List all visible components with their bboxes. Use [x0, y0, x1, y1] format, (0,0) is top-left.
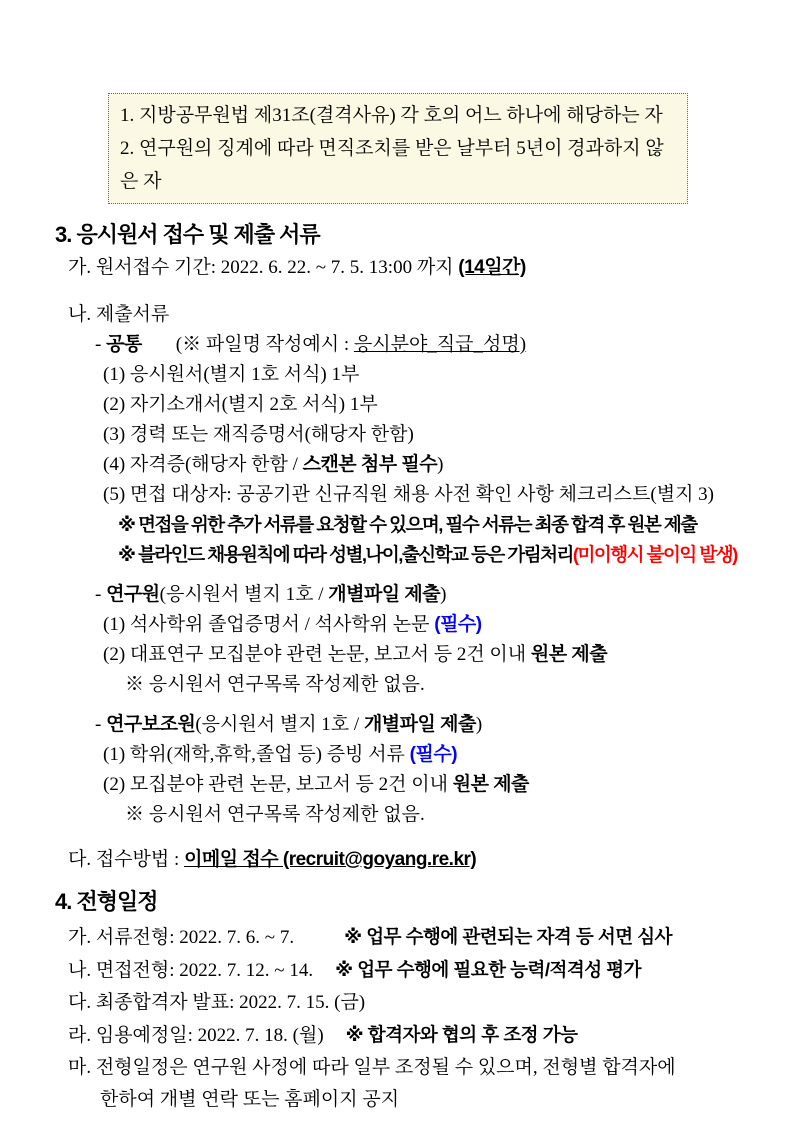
application-period-duration: (14일간) — [458, 257, 526, 278]
researcher-paren-suffix: ) — [440, 584, 447, 605]
common-item-5: (5) 면접 대상자: 공공기관 신규직원 채용 사전 확인 사항 체크리스트(별지 3) — [103, 484, 715, 505]
section3-heading: 3. 응시원서 접수 및 제출 서류 — [55, 222, 320, 247]
submission-method-label: 다. 접수방법 : — [68, 849, 185, 870]
common-item-4 — [103, 450, 793, 480]
line-submission-docs: 나. 제출서류 — [68, 304, 170, 325]
common-item-4-suffix: ) — [437, 454, 444, 475]
common-note-extra-docs: ※ 면접을 위한 추가 서류를 요청할 수 있으며, 필수 서류는 최종 합격 후 원본 제출 — [118, 514, 697, 535]
researcher-paren-prefix: (응시원서 별지 1호 / — [159, 584, 329, 605]
schedule-row-change-notice — [68, 1052, 793, 1084]
common-item-1: (1) 응시원서(별지 1호 서식) 1부 — [103, 364, 360, 385]
line-application-period — [68, 253, 793, 283]
schedule-label: 마. 전형일정은 연구원 사정에 따라 일부 조정될 수 있으며, 전형별 합격자에 — [68, 1057, 676, 1078]
common-note-blind-hiring — [118, 540, 793, 570]
group-researcher-title: 연구원 — [106, 584, 160, 605]
common-item-4-prefix: (4) 자격증(해당자 한함 / — [103, 454, 303, 475]
assistant-paren-prefix: (응시원서 별지 1호 / — [195, 714, 364, 735]
filename-example: 응시분야_직급_성명) — [353, 334, 527, 355]
researcher-item-2 — [103, 640, 793, 670]
assistant-note: ※ 응시원서 연구목록 작성제한 없음. — [125, 804, 425, 825]
notice-item-2: 2. 연구원의 징계에 따라 면직조치를 받은 날부터 5년이 경과하지 않은 자 — [120, 138, 664, 192]
submission-email: 이메일 접수 (recruit@goyang.re.kr) — [184, 849, 477, 870]
schedule-row-document-screening — [68, 921, 793, 954]
blind-hiring-text: ※ 블라인드 채용원칙에 따라 성별,나이,출신학교 등은 가림처리 — [118, 544, 573, 565]
schedule-label: 다. 최종합격자 발표: 2022. 7. 15. (금) — [68, 992, 366, 1013]
assistant-paren-suffix: ) — [475, 714, 483, 735]
assistant-item-1-text: (1) 학위(재학,휴학,졸업 등) 증빙 서류 — [103, 744, 410, 765]
line-submission-method — [68, 845, 793, 875]
researcher-individual-file: 개별파일 제출 — [328, 584, 441, 605]
blind-hiring-warning: (미이행시 불이익 발생) — [572, 544, 737, 565]
schedule-label: 한하여 개별 연락 또는 홈페이지 공지 — [100, 1089, 400, 1110]
schedule-row-appointment — [68, 1019, 793, 1052]
common-item-2: (2) 자기소개서(별지 2호 서식) 1부 — [103, 394, 378, 415]
researcher-item-2-text: (2) 대표연구 모집분야 관련 논문, 보고서 등 2건 이내 — [103, 644, 531, 665]
researcher-note: ※ 응시원서 연구목록 작성제한 없음. — [125, 674, 425, 695]
group-assistant-header — [95, 710, 793, 740]
schedule-note: ※ 업무 수행에 필요한 능력/적격성 평가 — [335, 959, 641, 980]
researcher-item-2-original: 원본 제출 — [530, 644, 608, 665]
researcher-item-1 — [103, 610, 793, 640]
schedule-note: ※ 합격자와 협의 후 조정 가능 — [345, 1024, 578, 1045]
group-common-header — [95, 330, 793, 360]
application-period-text: 가. 원서접수 기간: 2022. 6. 22. ~ 7. 5. 13:00 까지 — [68, 257, 459, 278]
notice-item-1: 1. 지방공무원법 제31조(결격사유) 각 호의 어느 하나에 해당하는 자 — [120, 105, 663, 126]
assistant-individual-file: 개별파일 제출 — [363, 714, 476, 735]
schedule-row-change-notice-cont — [100, 1084, 793, 1116]
section4-heading: 4. 전형일정 — [55, 889, 158, 914]
researcher-item-1-required: (필수) — [434, 614, 482, 635]
assistant-item-2-text: (2) 모집분야 관련 논문, 보고서 등 2건 이내 — [103, 774, 453, 795]
group-assistant-title: 연구보조원 — [106, 714, 196, 735]
researcher-item-1-text: (1) 석사학위 졸업증명서 / 석사학위 논문 — [103, 614, 435, 635]
schedule-note: ※ 업무 수행에 관련되는 자격 등 서면 심사 — [344, 926, 672, 947]
dash-bullet: - — [95, 714, 102, 735]
assistant-item-1 — [103, 740, 793, 770]
common-item-4-required: 스캔본 첨부 필수 — [302, 454, 438, 475]
dash-bullet: - — [95, 334, 102, 355]
schedule-label: 라. 임용예정일: 2022. 7. 18. (월) — [68, 1025, 324, 1046]
group-researcher-header — [95, 580, 793, 610]
schedule-row-interview — [68, 954, 793, 987]
disqualification-notice-box — [108, 93, 688, 204]
common-item-3: (3) 경력 또는 재직증명서(해당자 한함) — [103, 424, 414, 445]
filename-note-prefix: (※ 파일명 작성예시 : — [175, 334, 354, 355]
dash-bullet: - — [95, 584, 102, 605]
schedule-label: 나. 면접전형: 2022. 7. 12. ~ 14. — [68, 960, 314, 981]
assistant-item-2 — [103, 770, 793, 800]
assistant-item-1-required: (필수) — [409, 744, 458, 765]
schedule-label: 가. 서류전형: 2022. 7. 6. ~ 7. — [68, 927, 295, 948]
schedule-row-final-announcement — [68, 987, 793, 1019]
group-common-title: 공통 — [106, 334, 142, 355]
assistant-item-2-original: 원본 제출 — [452, 774, 529, 795]
